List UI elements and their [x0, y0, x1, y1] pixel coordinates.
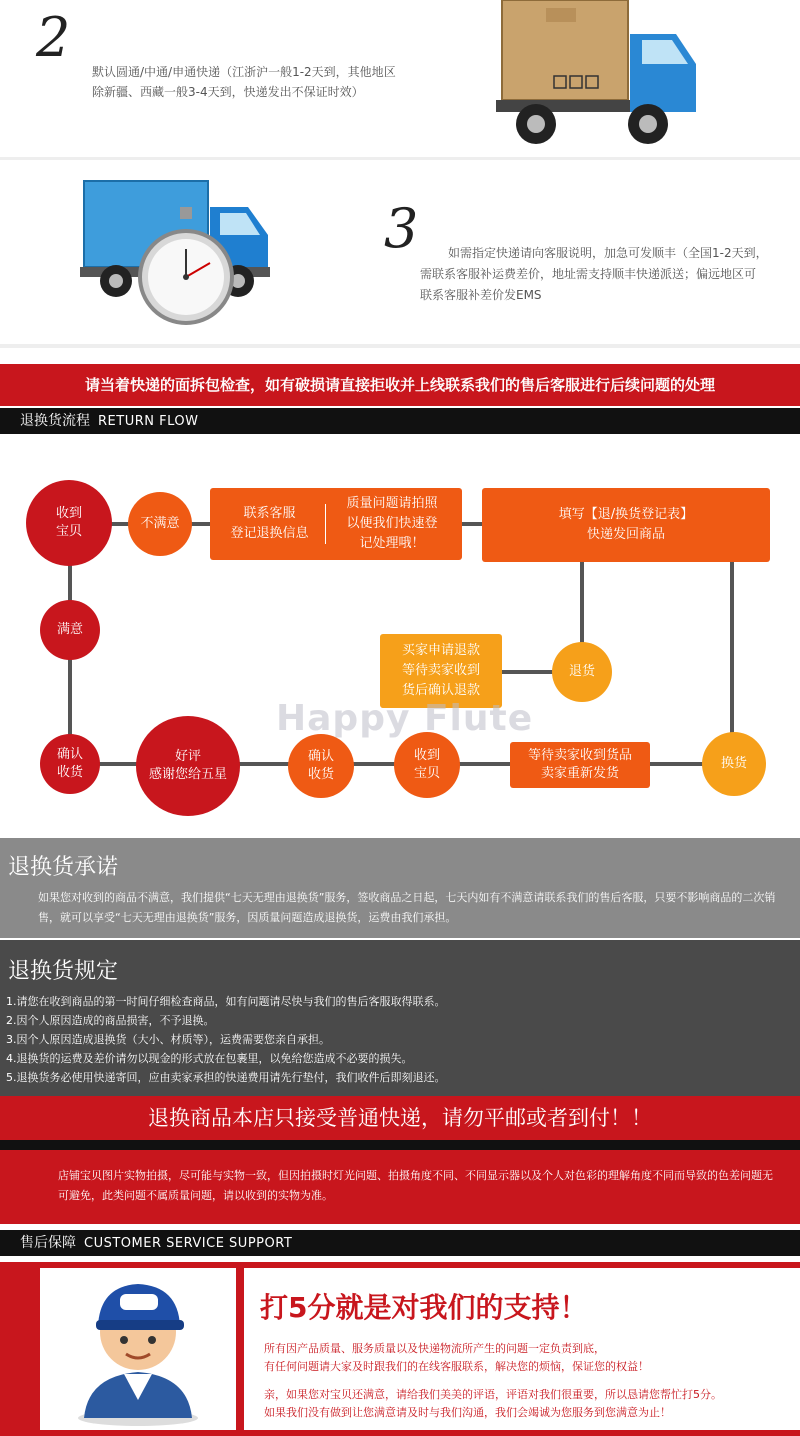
photo-note: 店铺宝贝图片实物拍摄，尽可能与实物一致，但因拍摄时灯光问题、拍摄角度不同、不同显示器以及个人对色彩的理解角度不同而导致的色差问题无可避免，此类问题不属质量问题，请以收到的实物为准。 [58, 1169, 773, 1202]
flow-receive-1 [26, 480, 112, 566]
flow-return-goods-label: 退货 [568, 664, 595, 679]
flow-refund-l2: 等待卖家收到 [401, 663, 480, 678]
support-line-4: 如果我们没有做到让您满意请及时与我们沟通，我们会竭诚为您服务到您满意为止！ [264, 1406, 671, 1419]
flow-confirm-2 [288, 734, 354, 798]
step-number-2: 2 [36, 6, 71, 69]
support-header [0, 1230, 800, 1256]
shipping-text-3-line-2: 需联系客服补运费差价，地址需支持顺丰快递派送；偏远地区可 [420, 267, 757, 281]
return-flow-title: 退换货流程 [20, 413, 90, 429]
flow-receive-1-l2: 宝贝 [55, 524, 82, 539]
support-avatar-box [40, 1268, 236, 1430]
support-headline: 打5分就是对我们的支持！ [260, 1291, 588, 1324]
flow-good-review-l1: 好评 [174, 749, 201, 764]
support-line-3: 亲，如果您对宝贝还满意，请给我们美美的评语，评语对我们很重要，所以恳请您帮忙打5分。 [264, 1388, 722, 1401]
flow-contact [214, 504, 326, 544]
flow-wait-seller-l1: 等待卖家收到货品 [527, 748, 632, 763]
shipping-text-3-line-3: 联系客服补差价发EMS [420, 288, 542, 302]
flow-contact-box [210, 488, 462, 560]
flow-fill-form [482, 488, 770, 562]
return-rules-title: 退换货规定 [8, 959, 119, 984]
flow-fill-form-l2: 快递发回商品 [586, 527, 665, 542]
rule-item: 1.请您在收到商品的第一时间仔细检查商品，如有问题请尽快与我们的售后客服取得联系。 [6, 995, 446, 1008]
flow-confirm-2-l2: 收货 [307, 767, 334, 782]
support-section [0, 1262, 800, 1436]
flow-refund-apply [380, 634, 502, 708]
customer-service-avatar-icon [40, 1268, 236, 1430]
shipping-text-2 [92, 62, 396, 102]
flow-receive-2-l1: 收到 [413, 748, 440, 763]
flow-wait-seller [510, 742, 650, 788]
shipping-section-3 [0, 163, 800, 348]
flow-wait-seller-l2: 卖家重新发货 [540, 766, 619, 781]
shipping-text-2-line-1: 默认圆通/中通/申通快递（江浙沪一般1-2天到，其他地区 [92, 65, 396, 79]
flow-contact-l2: 登记退换信息 [230, 526, 309, 541]
shipping-section-2 [0, 0, 800, 160]
flow-quality-l1: 质量问题请拍照 [346, 496, 438, 511]
flow-confirm-1-l2: 收货 [56, 765, 83, 780]
return-promise-body: 如果您对收到的商品不满意，我们提供“七天无理由退换货”服务，签收商品之日起，七天内如有不满意请联系我们的售后客服，只要不影响商品的二次销售，就可以享受“七天无理由退换货”服务，因质量问题造成退换货，运费由我们承担。 [38, 891, 776, 924]
rule-item: 3.因个人原因造成退换货（大小、材质等），运费需要您亲自承担。 [6, 1033, 330, 1046]
flow-quality-l2: 以便我们快速登 [346, 516, 438, 531]
support-title-en: CUSTOMER SERVICE SUPPORT [84, 1236, 293, 1251]
return-flow-header [0, 408, 800, 434]
flow-fill-form-l1: 填写【退/换货登记表】 [558, 507, 694, 522]
support-title: 售后保障 [20, 1235, 76, 1251]
flow-unsatisfied-label: 不满意 [140, 516, 180, 531]
flow-return-goods [552, 642, 612, 702]
shipping-text-2-line-2: 除新疆、西藏一般3-4天到，快递发出不保证时效） [92, 85, 364, 99]
watermark: Happy Flute [276, 698, 534, 739]
inspect-banner: 请当着快递的面拆包检查，如有破损请直接拒收并上线联系我们的售后客服进行后续问题的处理 [0, 364, 800, 406]
flow-receive-1-l1: 收到 [55, 506, 82, 521]
return-promise-title: 退换货承诺 [8, 855, 119, 880]
rule-item: 5.退换货务必使用快递寄回，应由卖家承担的快递费用请先行垫付，我们收件后即刻退还。 [6, 1071, 446, 1084]
support-line-1: 所有因产品质量、服务质量以及快递物流所产生的问题一定负责到底， [264, 1342, 605, 1355]
flow-confirm-2-l1: 确认 [307, 749, 334, 764]
flow-good-review-l2: 感谢您给五星 [148, 767, 227, 782]
divider [0, 1224, 800, 1228]
flow-satisfied-label: 满意 [56, 622, 83, 637]
delivery-truck-icon [496, 0, 706, 150]
express-notice: 退换商品本店只接受普通快递，请勿平邮或者到付！！ [0, 1096, 800, 1140]
divider [0, 1140, 800, 1150]
flow-quality [326, 494, 458, 554]
truck-stopwatch-icon [80, 177, 280, 337]
flow-good-review [136, 716, 240, 816]
support-text-box [244, 1268, 800, 1430]
return-flow-diagram [0, 436, 800, 836]
flow-exchange-label: 换货 [720, 756, 747, 771]
flow-receive-2 [394, 732, 460, 798]
flow-contact-l1: 联系客服 [243, 506, 296, 521]
flow-exchange [702, 732, 766, 796]
return-promise-section [0, 838, 800, 938]
shipping-text-3 [420, 243, 768, 306]
return-flow-title-en: RETURN FLOW [98, 414, 199, 429]
rule-item: 4.退换货的运费及差价请勿以现金的形式放在包裹里，以免给您造成不必要的损失。 [6, 1052, 413, 1065]
flow-confirm-1-l1: 确认 [56, 747, 83, 762]
return-rules-list [6, 992, 446, 1087]
return-rules-section [0, 940, 800, 1096]
flow-unsatisfied [128, 492, 192, 556]
rule-item: 2.因个人原因造成的商品损害，不予退换。 [6, 1014, 215, 1027]
flow-receive-2-l2: 宝贝 [413, 766, 440, 781]
shipping-text-3-line-1: 如需指定快递请向客服说明，加急可发顺丰（全国1-2天到， [448, 246, 768, 260]
support-line-2: 有任何问题请大家及时跟我们的在线客服联系，解决您的烦恼，保证您的权益！ [264, 1360, 649, 1373]
flow-refund-l3: 货后确认退款 [401, 683, 480, 698]
flow-confirm-1 [40, 734, 100, 794]
flow-quality-l3: 记处理哦！ [359, 536, 425, 551]
photo-note-section [0, 1150, 800, 1224]
flow-refund-l1: 买家申请退款 [401, 643, 480, 658]
step-number-3: 3 [384, 197, 419, 260]
flow-satisfied [40, 600, 100, 660]
